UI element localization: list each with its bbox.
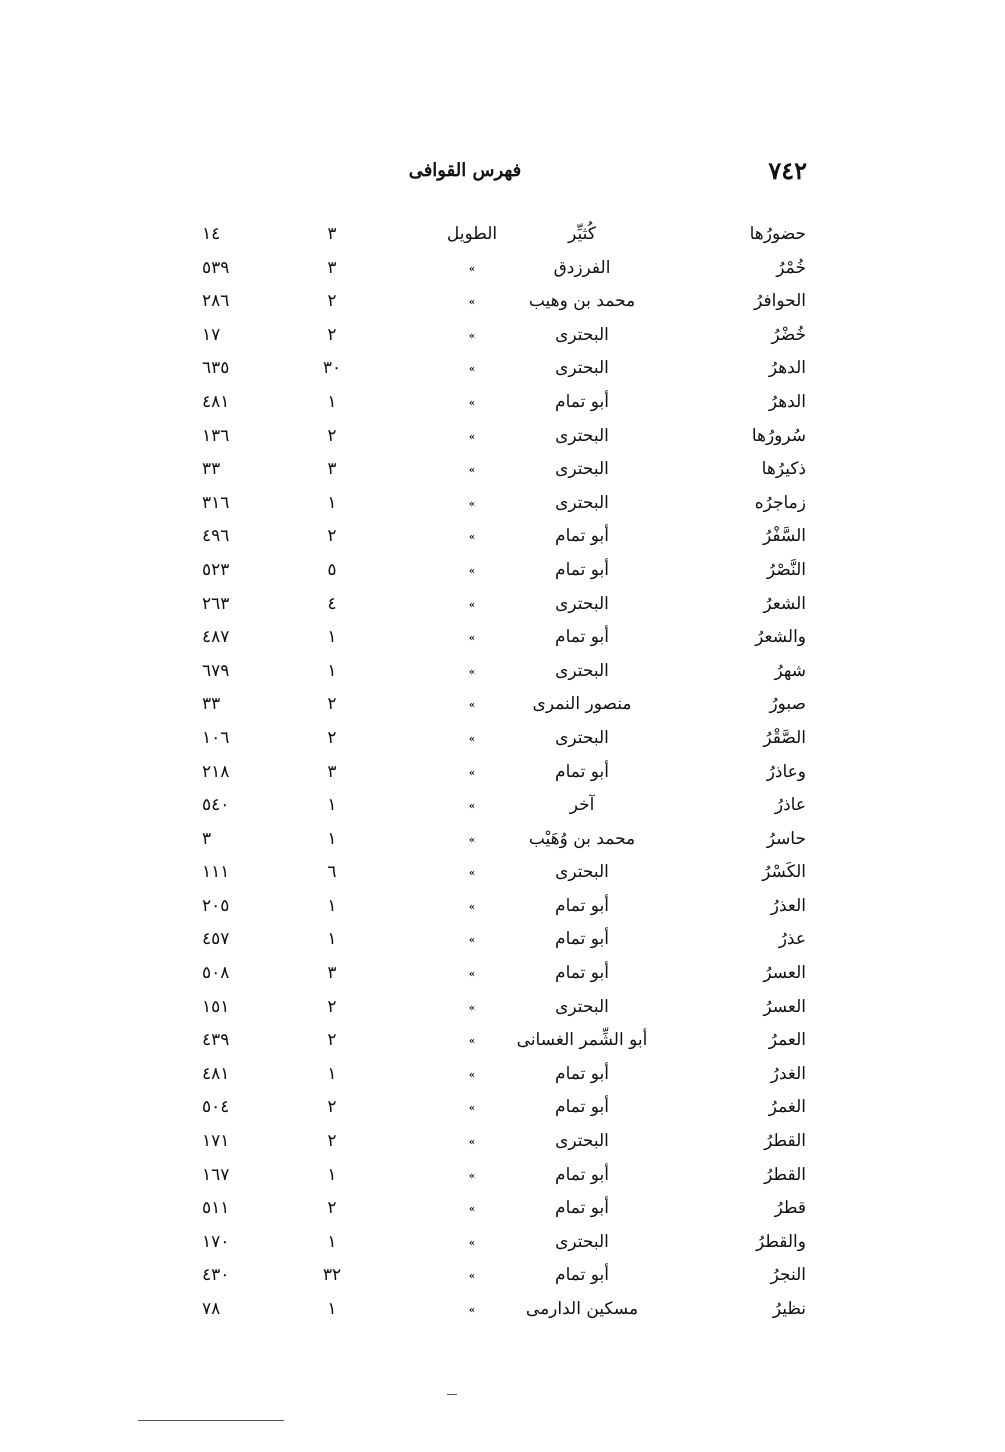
verse-count-cell: ٢ xyxy=(327,1131,337,1152)
meter-cell: » xyxy=(468,532,476,544)
table-row xyxy=(200,1127,812,1161)
poet-cell: محمد بن وهيب xyxy=(528,291,636,312)
verse-count-cell: ٢ xyxy=(327,1198,337,1219)
verse-count-cell: ١ xyxy=(327,492,337,513)
page-ref-cell: ٧٨ xyxy=(202,1299,221,1319)
meter-cell: » xyxy=(468,297,476,309)
table-row xyxy=(200,455,812,489)
page-ref-cell: ٤٨١ xyxy=(202,391,230,412)
table-row xyxy=(200,758,812,792)
meter-cell: » xyxy=(468,868,476,880)
meter-cell: » xyxy=(468,397,476,409)
table-row xyxy=(200,858,812,892)
table-row xyxy=(200,321,812,355)
verse-count-cell: ٢ xyxy=(327,526,337,547)
rhyme-cell: النجرُ xyxy=(770,1265,806,1286)
page-ref-cell: ٤٥٧ xyxy=(202,929,230,950)
table-row xyxy=(200,287,812,321)
verse-count-cell: ٣ xyxy=(327,224,337,244)
page-ref-cell: ٢١٨ xyxy=(202,761,230,782)
page-ref-cell: ١٧١ xyxy=(202,1131,230,1152)
verse-count-cell: ٢ xyxy=(327,996,337,1017)
verse-count-cell: ٣ xyxy=(327,761,337,782)
poet-cell: البحترى xyxy=(555,862,609,883)
meter-cell: » xyxy=(468,330,476,342)
page-ref-cell: ٥٣٩ xyxy=(202,257,230,278)
page-ref-cell: ٤٩٦ xyxy=(202,526,230,547)
meter-cell: » xyxy=(468,1170,476,1182)
rhyme-cell: العذرُ xyxy=(770,895,806,916)
page-ref-cell: ١٦٧ xyxy=(202,1164,230,1185)
poet-cell: أبو تمام xyxy=(555,627,609,648)
verse-count-cell: ٥ xyxy=(327,559,337,580)
page-ref-cell: ١٣٦ xyxy=(202,425,230,446)
rhyme-cell: والشعرُ xyxy=(755,627,806,648)
meter-cell: » xyxy=(468,599,476,611)
poet-cell: البحترى xyxy=(555,425,609,446)
rhyme-cell: حاسرُ xyxy=(766,828,806,849)
table-row xyxy=(200,220,812,254)
meter-cell: » xyxy=(468,767,476,779)
verse-count-cell: ١ xyxy=(327,660,337,681)
rhyme-cell: الحوافرُ xyxy=(754,291,806,312)
rhyme-cell: حضورُها xyxy=(749,224,806,244)
poet-cell: أبو تمام xyxy=(555,963,609,984)
table-row xyxy=(200,825,812,859)
poet-cell: أبو تمام xyxy=(555,1063,609,1084)
poet-cell: أبو تمام xyxy=(555,761,609,782)
rhyme-cell: سُرورُها xyxy=(751,425,806,446)
poet-cell: أبو تمام xyxy=(555,559,609,580)
page-ref-cell: ٥٤٠ xyxy=(202,795,230,816)
page-ref-cell: ٢٠٥ xyxy=(202,895,230,916)
table-row xyxy=(200,791,812,825)
table-row xyxy=(200,1194,812,1228)
poet-cell: محمد بن وُهَيْب xyxy=(528,828,636,849)
table-row xyxy=(200,354,812,388)
poet-cell: البحترى xyxy=(555,1131,609,1152)
verse-count-cell: ١ xyxy=(327,929,337,950)
page-ref-cell: ١٧ xyxy=(202,324,221,345)
rhyme-cell: زماجرُه xyxy=(754,492,806,513)
meter-cell: » xyxy=(468,1237,476,1249)
page-ref-cell: ٤٣٠ xyxy=(202,1265,230,1286)
table-row xyxy=(200,1261,812,1295)
footnote-rule xyxy=(138,1420,284,1421)
page-ref-cell: ١٠٦ xyxy=(202,727,230,748)
rhyme-cell: العسرُ xyxy=(763,963,806,984)
page-ref-cell: ١٧٠ xyxy=(202,1231,230,1252)
page-title: فهرس القوافى xyxy=(408,160,522,181)
rhyme-cell: عذرُ xyxy=(778,929,806,950)
page-ref-cell: ٤٨٧ xyxy=(202,627,230,648)
verse-count-cell: ٣ xyxy=(327,459,337,480)
verse-count-cell: ١ xyxy=(327,627,337,648)
rhyme-cell: الكَسْرُ xyxy=(762,862,806,883)
table-row xyxy=(200,1228,812,1262)
meter-cell: » xyxy=(468,733,476,745)
meter-cell: » xyxy=(468,633,476,645)
table-row xyxy=(200,422,812,456)
page-ref-cell: ٥٠٨ xyxy=(202,963,230,984)
rhyme-cell: العسرُ xyxy=(763,996,806,1017)
table-row xyxy=(200,657,812,691)
meter-cell: » xyxy=(468,700,476,712)
verse-count-cell: ١ xyxy=(327,391,337,412)
table-row xyxy=(200,1295,812,1329)
rhyme-cell: وعاذرُ xyxy=(766,761,806,782)
meter-cell: الطويل xyxy=(446,224,498,244)
table-row xyxy=(200,1026,812,1060)
poet-cell: أبو تمام xyxy=(555,526,609,547)
verse-count-cell: ٢ xyxy=(327,425,337,446)
poet-cell: أبو تمام xyxy=(555,895,609,916)
table-row xyxy=(200,690,812,724)
meter-cell: » xyxy=(468,565,476,577)
page-number: ٧٤٢ xyxy=(768,156,807,185)
rhyme-cell: قطرُ xyxy=(774,1198,806,1219)
verse-count-cell: ٢ xyxy=(327,1097,337,1118)
page-ref-cell: ٦٣٥ xyxy=(202,358,230,379)
poet-cell: أبو تمام xyxy=(555,1164,609,1185)
poet-cell: أبو الشِّمر الغسانى xyxy=(516,1030,648,1051)
verse-count-cell: ٣٠ xyxy=(322,358,342,379)
page-ref-cell: ٥٢٣ xyxy=(202,559,230,580)
page-ref-cell: ٤٨١ xyxy=(202,1063,230,1084)
meter-cell: » xyxy=(468,1137,476,1149)
table-row xyxy=(200,388,812,422)
poet-cell: الفرزدق xyxy=(553,257,611,278)
meter-cell: » xyxy=(468,465,476,477)
rhyme-cell: صبورُ xyxy=(769,694,806,715)
meter-cell: » xyxy=(468,498,476,510)
meter-cell: » xyxy=(468,1069,476,1081)
page-ref-cell: ٢٨٦ xyxy=(202,291,230,312)
table-row xyxy=(200,556,812,590)
poet-cell: أبو تمام xyxy=(555,1198,609,1219)
meter-cell: » xyxy=(468,364,476,376)
verse-count-cell: ١ xyxy=(327,1231,337,1252)
poet-cell: البحترى xyxy=(555,996,609,1017)
verse-count-cell: ٣ xyxy=(327,257,337,278)
rhyme-cell: خُضْرُ xyxy=(771,324,806,345)
rhyme-cell: القطرُ xyxy=(764,1164,806,1185)
meter-cell: » xyxy=(468,969,476,981)
verse-count-cell: ١ xyxy=(327,1164,337,1185)
rhyme-cell: الدهرُ xyxy=(768,358,806,379)
rhyme-cell: القطرُ xyxy=(764,1131,806,1152)
table-row xyxy=(200,959,812,993)
page-ref-cell: ٣ xyxy=(202,828,212,849)
verse-count-cell: ٤ xyxy=(327,593,337,614)
meter-cell: » xyxy=(468,901,476,913)
meter-cell: » xyxy=(468,1036,476,1048)
rhyme-cell: عاذرُ xyxy=(774,795,806,816)
poet-cell: مسكين الدارمى xyxy=(525,1299,639,1319)
verse-count-cell: ١ xyxy=(327,828,337,849)
page-ref-cell: ٥١١ xyxy=(202,1198,230,1219)
meter-cell: » xyxy=(468,263,476,275)
rhyme-cell: الصَّقْرُ xyxy=(763,727,806,748)
page-ref-cell: ٣٣ xyxy=(202,694,221,715)
verse-count-cell: ٣ xyxy=(327,963,337,984)
page-ref-cell: ٥٠٤ xyxy=(202,1097,230,1118)
poet-cell: البحترى xyxy=(555,727,609,748)
poet-cell: البحترى xyxy=(555,660,609,681)
table-row xyxy=(200,1161,812,1195)
verse-count-cell: ٢ xyxy=(327,727,337,748)
verse-count-cell: ١ xyxy=(327,795,337,816)
meter-cell: » xyxy=(468,801,476,813)
table-row xyxy=(200,522,812,556)
rhyme-cell: الغمرُ xyxy=(768,1097,806,1118)
poet-cell: منصور النمرى xyxy=(532,694,632,715)
page-ref-cell: ٢٦٣ xyxy=(202,593,230,614)
meter-cell: » xyxy=(468,1103,476,1115)
verse-count-cell: ١ xyxy=(327,895,337,916)
verse-count-cell: ٢ xyxy=(327,1030,337,1051)
meter-cell: » xyxy=(468,1002,476,1014)
meter-cell: » xyxy=(468,1271,476,1283)
table-row xyxy=(200,623,812,657)
verse-count-cell: ٢ xyxy=(327,291,337,312)
verse-count-cell: ٦ xyxy=(327,862,337,883)
rhyme-cell: والقطرُ xyxy=(755,1231,806,1252)
rhyme-index-table xyxy=(200,220,812,1329)
table-row xyxy=(200,892,812,926)
rhyme-cell: خُمْرُ xyxy=(776,257,806,278)
table-row xyxy=(200,590,812,624)
page-ref-cell: ٣١٦ xyxy=(202,492,230,513)
table-row xyxy=(200,925,812,959)
poet-cell: البحترى xyxy=(555,459,609,480)
page-ref-cell: ٣٣ xyxy=(202,459,221,480)
meter-cell: » xyxy=(468,666,476,678)
rhyme-cell: السَّفْرُ xyxy=(762,526,806,547)
verse-count-cell: ٣٢ xyxy=(322,1265,342,1286)
poet-cell: أبو تمام xyxy=(555,391,609,412)
page-ref-cell: ١١١ xyxy=(202,862,230,883)
verse-count-cell: ٢ xyxy=(327,324,337,345)
poet-cell: كُثيِّر xyxy=(568,224,596,244)
poet-cell: آخر xyxy=(569,795,595,816)
page-ref-cell: ١٥١ xyxy=(202,996,230,1017)
page-ref-cell: ٦٧٩ xyxy=(202,660,230,681)
verse-count-cell: ٢ xyxy=(327,694,337,715)
meter-cell: » xyxy=(468,834,476,846)
poet-cell: أبو تمام xyxy=(555,929,609,950)
page-ref-cell: ٤٣٩ xyxy=(202,1030,230,1051)
poet-cell: أبو تمام xyxy=(555,1265,609,1286)
poet-cell: البحترى xyxy=(555,492,609,513)
poet-cell: البحترى xyxy=(555,324,609,345)
meter-cell: » xyxy=(468,1305,476,1316)
verse-count-cell: ١ xyxy=(327,1063,337,1084)
rhyme-cell: شهرُ xyxy=(774,660,806,681)
table-row xyxy=(200,724,812,758)
rhyme-cell: الغدرُ xyxy=(770,1063,806,1084)
page-ref-cell: ١٤ xyxy=(202,224,221,244)
verse-count-cell: ١ xyxy=(327,1299,337,1319)
table-row xyxy=(200,254,812,288)
meter-cell: » xyxy=(468,1204,476,1216)
poet-cell: أبو تمام xyxy=(555,1097,609,1118)
poet-cell: البحترى xyxy=(555,1231,609,1252)
table-row xyxy=(200,993,812,1027)
center-dash xyxy=(447,1394,457,1395)
table-row xyxy=(200,489,812,523)
poet-cell: البحترى xyxy=(555,358,609,379)
rhyme-cell: الشعرُ xyxy=(763,593,806,614)
meter-cell: » xyxy=(468,935,476,947)
table-row xyxy=(200,1060,812,1094)
meter-cell: » xyxy=(468,431,476,443)
rhyme-cell: نظيرُ xyxy=(772,1299,806,1319)
rhyme-cell: العمرُ xyxy=(768,1030,806,1051)
rhyme-cell: النَّصْرُ xyxy=(766,559,806,580)
rhyme-cell: ذكيرُها xyxy=(761,459,806,480)
table-row xyxy=(200,1093,812,1127)
poet-cell: البحترى xyxy=(555,593,609,614)
rhyme-cell: الدهرُ xyxy=(768,391,806,412)
